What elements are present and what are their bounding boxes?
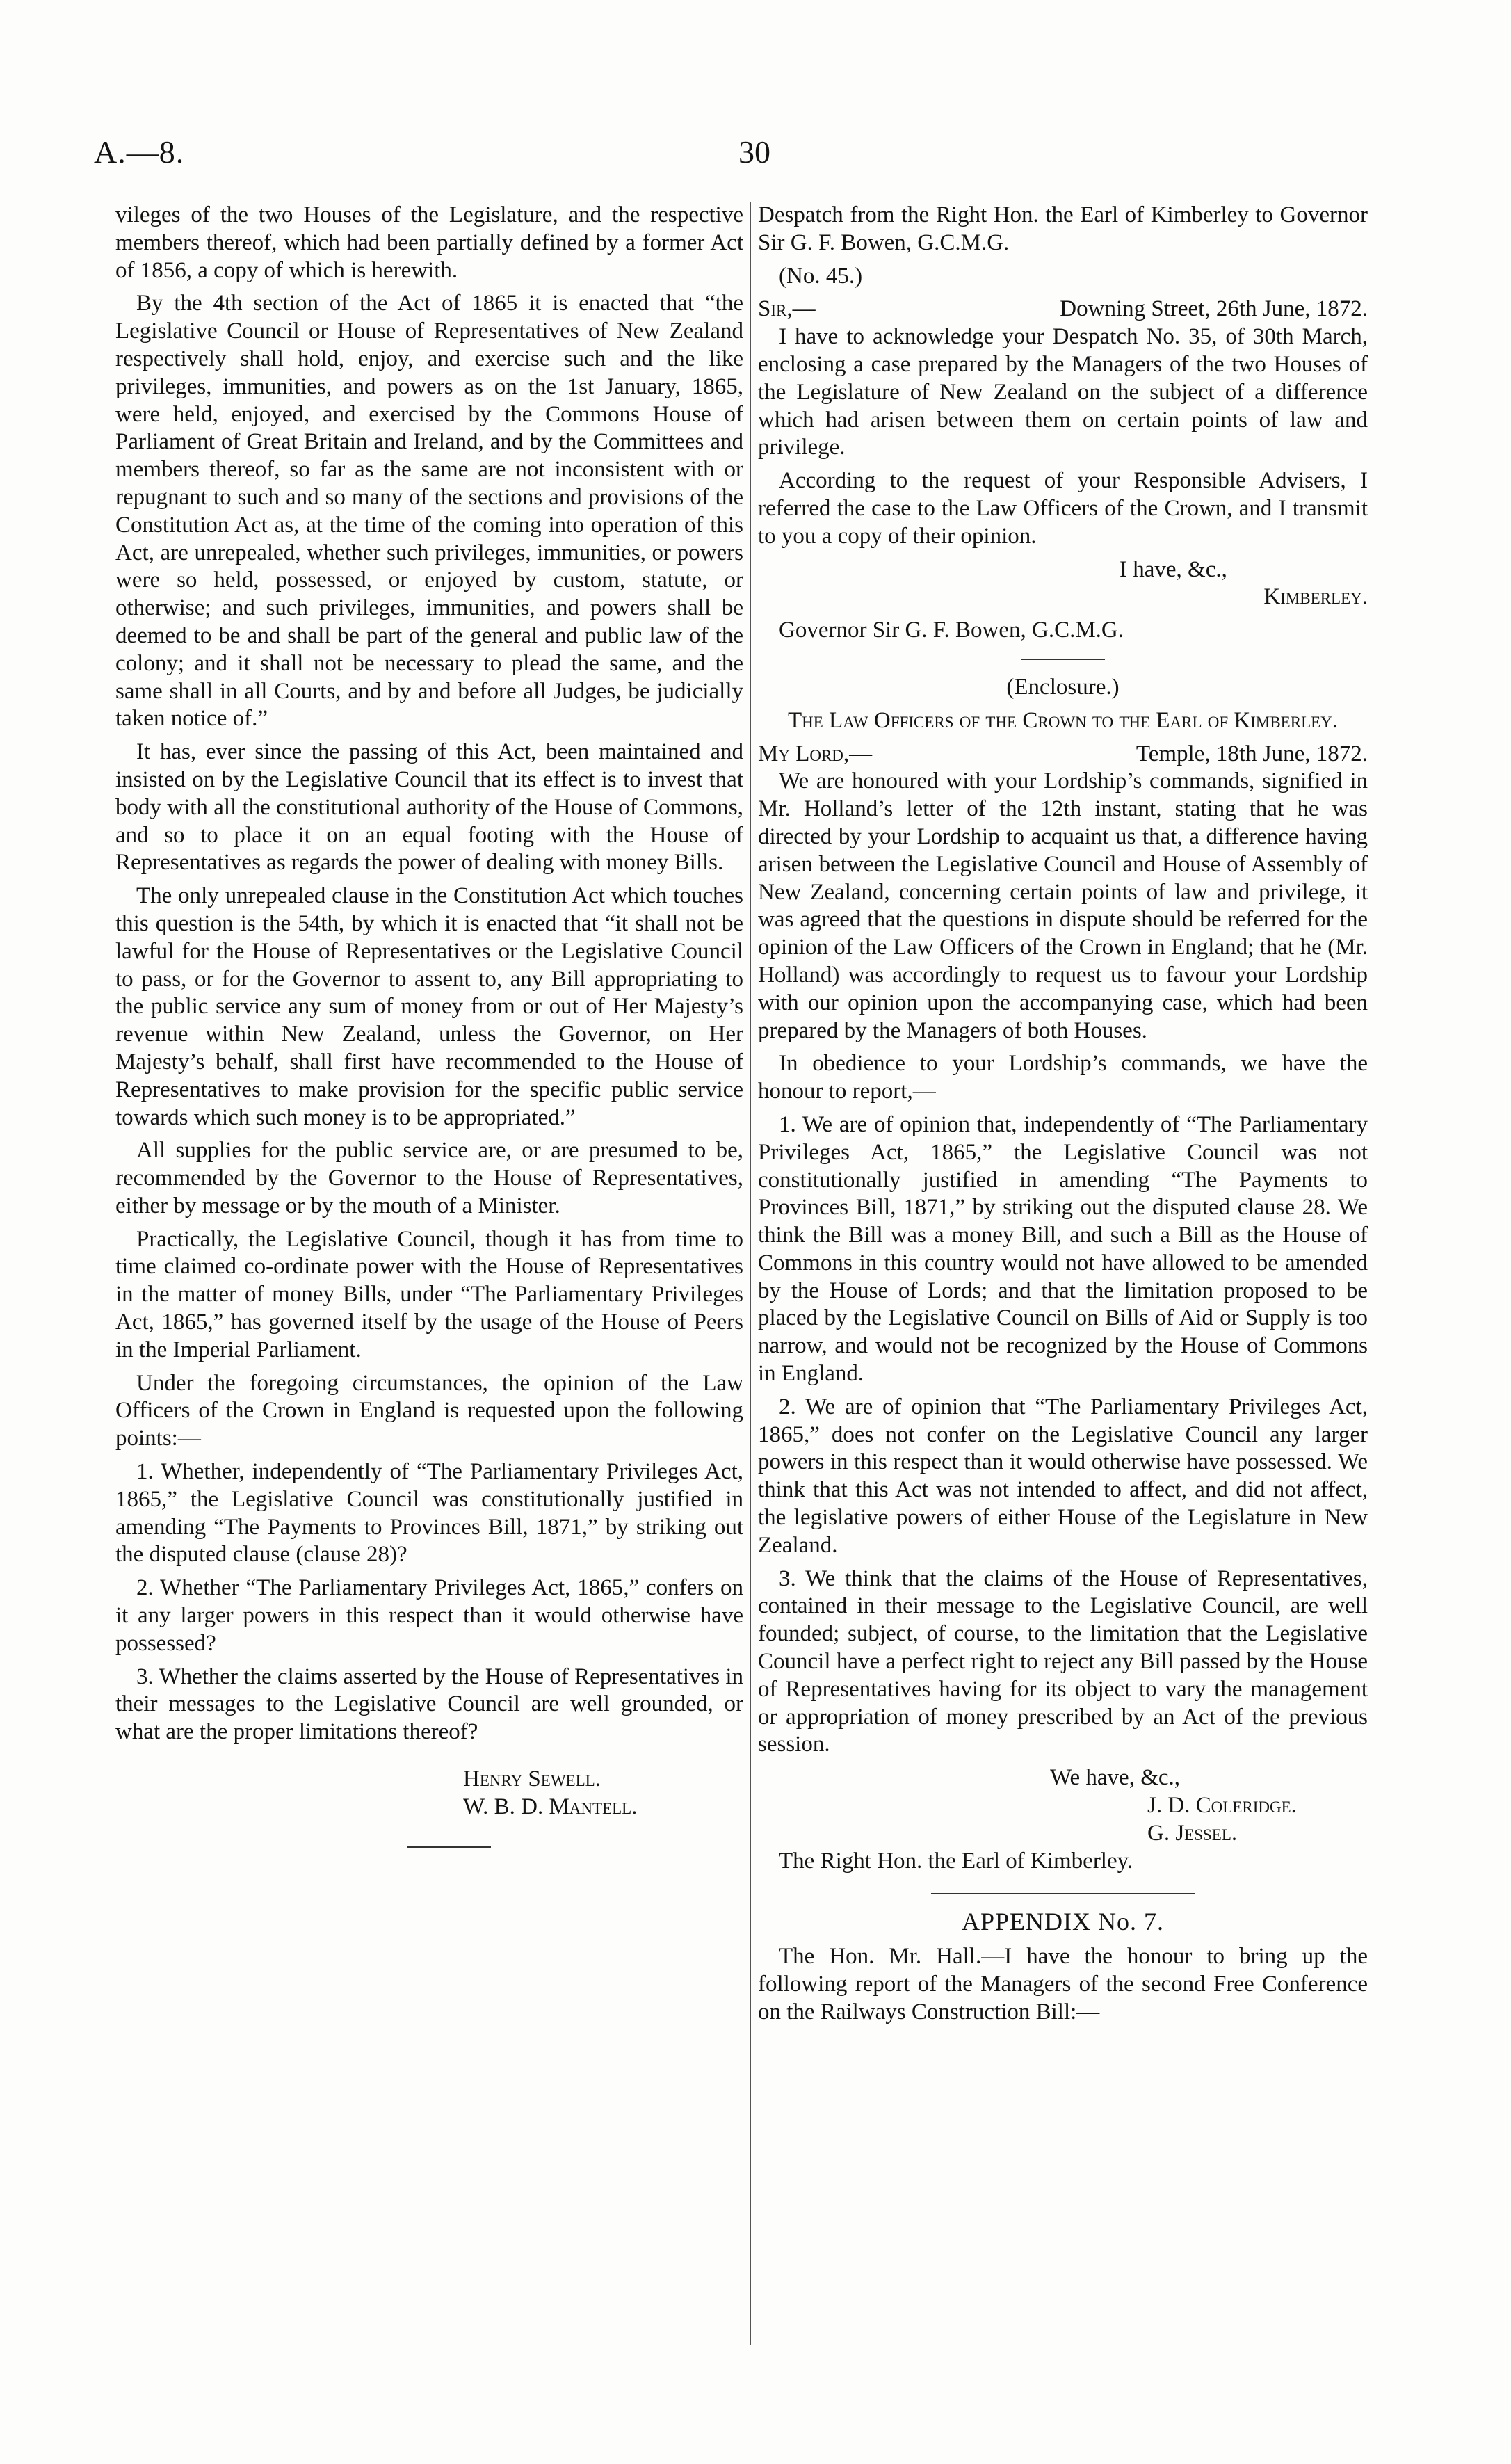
salutation: Sir,—	[758, 296, 816, 322]
appendix-heading: APPENDIX No. 7.	[961, 1908, 1164, 1936]
paragraph: Practically, the Legislative Council, though it has from time to time claimed co-ordinate power with the House of Representatives in the matter of money Bills, under “The Parliamentary Privileges Act, 1865,” has governed itself by the usage of the House of Peers in the Imperial Parliament.	[115, 1226, 743, 1362]
closing: I have, &c.,	[1120, 556, 1227, 582]
paragraph: Under the foregoing circumstances, the opinion of the Law Officers of the Crown in England is requested upon the following points:—	[115, 1370, 743, 1451]
salutation: My Lord,—	[758, 741, 873, 766]
despatch-number: (No. 45.)	[779, 263, 863, 289]
enclosure-title: The Law Officers of the Crown to the Earl of Kimberley.	[787, 707, 1339, 733]
paragraph: We are honoured with your Lordship’s commands, signified in Mr. Holland’s letter of the 12th instant, stating that he was directed by your Lordship to acquaint us that, a difference having arisen between the Legislative Council and House of Assembly of New Zealand, concerning certain points of law and privilege, it was agreed that the questions in dispute should be referred for the opinion of the Law Officers of the Crown in England; that he (Mr. Holland) was accordingly to request us to favour your Lordship with our opinion upon the accompanying case, which had been prepared by the Managers of both Houses.	[758, 768, 1368, 1043]
paragraph: By the 4th section of the Act of 1865 it is enacted that “the Legislative Council or House of Representatives of New Zealand respectively shall hold, enjoy, and exercise such and the like privileges, immunities, and powers as on the 1st January, 1865, were held, enjoyed, and exercised by the Commons House of Parliament of Great Britain and Ireland, and by the Committees and members thereof, so far as the same are not inconsistent with or repugnant to such and so many of the sections and provisions of the Constitution Act as, at the time of the coming into operation of this Act, are unrepealed, whether such privileges, immunities, or powers were so held, possessed, or enjoyed by custom, statute, or otherwise; and such privileges, immunities, and powers shall be deemed to be and shall be part of the general and public law of the colony; and it shall not be necessary to plead the same, and the same shall in all Courts, and by and before all Judges, be judicially taken notice of.”	[115, 291, 743, 732]
paragraph: According to the request of your Responsible Advisers, I referred the case to the Law Officers of the Crown, and I transmit to you a copy of their opinion.	[758, 468, 1368, 549]
page-number: 30	[738, 134, 770, 170]
question-3: 3. Whether the claims asserted by the House of Representatives in their messages to the Legislative Council are well grounded, or what are the proper limitations thereof?	[115, 1664, 743, 1745]
question-1: 1. Whether, independently of “The Parliamentary Privileges Act, 1865,” the Legislative Council was constitutionally justified in amending “The Payments to Provinces Bill, 1871,” by striking out the disputed clause (clause 28)?	[115, 1459, 743, 1568]
right-column	[758, 202, 1368, 2032]
section-rule	[407, 1846, 491, 1848]
addressee: Governor Sir G. F. Bowen, G.C.M.G.	[779, 618, 1124, 643]
left-column	[115, 202, 743, 1848]
question-2: 2. Whether “The Parliamentary Privileges Act, 1865,” confers on it any larger powers in this respect than it would otherwise have possessed?	[115, 1575, 743, 1656]
paragraph: The only unrepealed clause in the Constitution Act which touches this question is the 54th, by which it is enacted that “it shall not be lawful for the House of Representatives or the Legislative Council to pass, or for the Governor to assent to, any Bill appropriating to the public service any sum of money from or out of Her Majesty’s revenue within New Zealand, unless the Governor, on Her Majesty’s behalf, shall first have recommended to the House of Representatives to make provision for the specific public service towards which such money is to be appropriated.”	[115, 883, 743, 1130]
paragraph: The Hon. Mr. Hall.—I have the honour to bring up the following report of the Managers of the second Free Conference on the Railways Construction Bill:—	[758, 1944, 1368, 2024]
paragraph: It has, ever since the passing of this Act, been maintained and insisted on by the Legislative Council that its effect is to invest that body with all the constitutional authority of the House of Commons, and so to place it on an equal footing with the House of Representatives as regards the power of dealing with money Bills.	[115, 739, 743, 876]
answer-2: 2. We are of opinion that “The Parliamentary Privileges Act, 1865,” does not confer on the Legislative Council any larger powers in this respect than it would otherwise have possessed. We think that this Act was not intended to affect, and did not affect, the legislative powers of either House of the Legislature in New Zealand.	[758, 1394, 1368, 1558]
signature-jessel: G. Jessel.	[1147, 1820, 1238, 1846]
place-date: Temple, 18th June, 1872.	[1136, 741, 1368, 766]
paragraph: vileges of the two Houses of the Legislature, and the respective members thereof, which had been partially defined by a former Act of 1856, a copy of which is herewith.	[115, 202, 743, 283]
despatch-title: Despatch from the Right Hon. the Earl of Kimberley to Governor Sir G. F. Bowen, G.C.M.G.	[758, 202, 1368, 255]
salutation-row	[758, 296, 1368, 323]
column-divider	[750, 202, 751, 2345]
addressee: The Right Hon. the Earl of Kimberley.	[779, 1848, 1133, 1874]
section-rule	[931, 1893, 1195, 1894]
enclosure-label: (Enclosure.)	[1006, 674, 1120, 700]
paragraph: All supplies for the public service are, or are presumed to be, recommended by the Governor to the House of Representatives, either by message or by the mouth of a Minister.	[115, 1138, 743, 1218]
salutation-row	[758, 741, 1368, 768]
page-reference: A.—8.	[94, 134, 185, 170]
signature-sewell: Henry Sewell.	[463, 1766, 601, 1792]
signature-mantell: W. B. D. Mantell.	[463, 1794, 638, 1819]
signer: Kimberley.	[1263, 584, 1368, 610]
closing: We have, &c.,	[1050, 1765, 1181, 1791]
place-date: Downing Street, 26th June, 1872.	[1060, 296, 1368, 322]
paragraph: In obedience to your Lordship’s commands, we have the honour to report,—	[758, 1051, 1368, 1104]
answer-1: 1. We are of opinion that, independently of “The Parliamentary Privileges Act, 1865,” the Legislative Council was not constitutionally justified in amending “The Payments to Provinces Bill, 1871,” by striking out the disputed clause 28. We think the Bill was a money Bill, and such a Bill as the House of Commons in this country would not have allowed to be amended by the House of Lords; and that the limitation proposed to be placed by the Legislative Council on Bills of Aid or Supply is too narrow, and would not be recognized by the House of Commons in England.	[758, 1111, 1368, 1387]
signature-coleridge: J. D. Coleridge.	[1147, 1793, 1297, 1819]
section-rule	[1021, 659, 1105, 660]
paragraph: I have to acknowledge your Despatch No. 35, of 30th March, enclosing a case prepared by the Managers of the two Houses of the Legislature of New Zealand on the subject of a difference which had arisen between them on certain points of law and privilege.	[758, 324, 1368, 460]
answer-3: 3. We think that the claims of the House of Representatives, contained in their message to the Legislative Council, are well founded; subject, of course, to the limitation that the Legislative Council have a perfect right to reject any Bill passed by the House of Representatives having for its object to vary the management or appropriation of money prescribed by an Act of the previous session.	[758, 1565, 1368, 1757]
